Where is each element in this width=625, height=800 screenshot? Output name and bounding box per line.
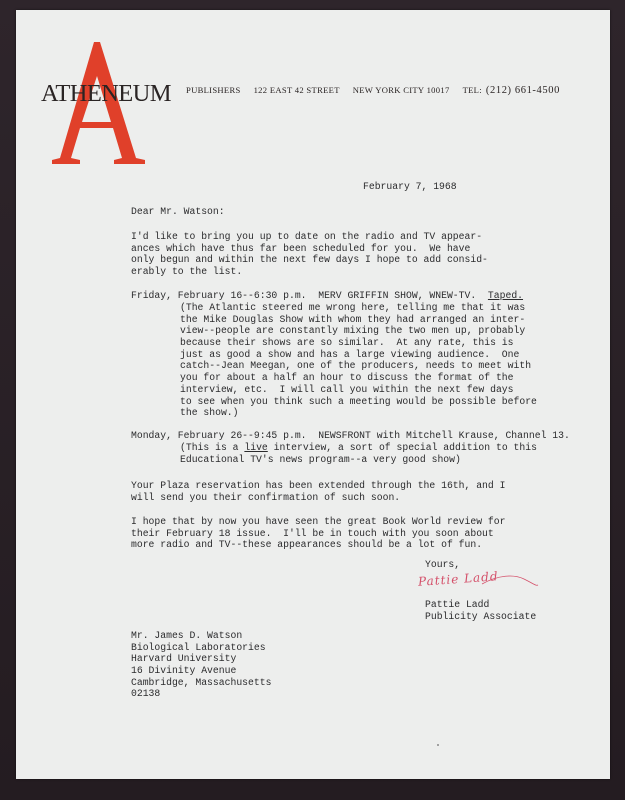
text-line bbox=[180, 442, 537, 454]
text-line: (The Atlantic steered me wrong here, telling me that it was bbox=[180, 302, 526, 313]
tel-label: TEL: bbox=[462, 85, 482, 95]
address-line: 02138 bbox=[131, 688, 161, 700]
text-line: Your Plaza reservation has been extended through the 16th, and I bbox=[131, 480, 506, 491]
live-emphasis: live bbox=[244, 442, 268, 453]
address-line: 16 Divinity Avenue bbox=[131, 665, 237, 677]
text-line: to see when you think such a meeting would be possible before bbox=[180, 395, 537, 407]
signer-title: Publicity Associate bbox=[425, 610, 537, 622]
appearance-friday-notes bbox=[180, 302, 537, 419]
reservation-paragraph bbox=[131, 480, 505, 503]
text-line: interview, etc. I will call you within the next few days bbox=[180, 383, 514, 395]
text-line: view--people are constantly mixing the two men up, probably bbox=[180, 325, 526, 337]
intro-paragraph bbox=[131, 231, 488, 278]
salutation: Dear Mr. Watson: bbox=[131, 206, 225, 217]
text-line: the show.) bbox=[180, 407, 239, 419]
appearance-monday-heading: Monday, February 26--9:45 p.m. NEWSFRONT with Mitchell Krause, Channel 13. bbox=[131, 430, 570, 441]
city-address: NEW YORK CITY 10017 bbox=[352, 85, 450, 95]
address-line: Biological Laboratories bbox=[131, 641, 266, 653]
signer-name: Pattie Ladd bbox=[425, 599, 490, 610]
text-line: erably to the list. bbox=[131, 266, 243, 278]
signer-block bbox=[425, 599, 536, 622]
text-line: I hope that by now you have seen the great Book World review for bbox=[131, 516, 506, 527]
text-line: only begun and within the next few days I hope to add consid- bbox=[131, 254, 488, 266]
appearance-heading-text: Friday, February 16--6:30 p.m. MERV GRIFFIN SHOW, WNEW-TV. bbox=[131, 290, 488, 301]
letter-date: February 7, 1968 bbox=[363, 181, 457, 192]
paper-speck bbox=[437, 744, 439, 746]
letterhead-contact bbox=[186, 84, 560, 97]
recipient-address bbox=[131, 630, 271, 700]
text-line: their February 18 issue. I'll be in touch with you soon about bbox=[131, 527, 494, 539]
text-line: because their shows are so similar. At any rate, this is bbox=[180, 337, 514, 349]
taped-emphasis: Taped. bbox=[487, 290, 524, 301]
handwritten-signature: Pattie Ladd bbox=[417, 569, 499, 589]
text-line: Educational TV's news program--a very good show) bbox=[180, 453, 461, 465]
text-line: ances which have thus far been scheduled for you. We have bbox=[131, 242, 471, 254]
signature-flourish-icon bbox=[480, 572, 540, 588]
review-paragraph bbox=[131, 516, 505, 551]
address-line: Harvard University bbox=[131, 653, 237, 665]
text-line: catch--Jean Meegan, one of the producers, needs to meet with bbox=[180, 360, 532, 372]
address-line: Mr. James D. Watson bbox=[131, 630, 243, 641]
address-line: Cambridge, Massachusetts bbox=[131, 676, 272, 688]
text-line: just as good a show and has a large viewing audience. One bbox=[180, 348, 520, 360]
text-line: more radio and TV--these appearances should be a lot of fun. bbox=[131, 539, 483, 551]
note-text: interview, a sort of special addition to this bbox=[267, 442, 537, 453]
publisher-label: PUBLISHERS bbox=[186, 85, 241, 95]
text-line: you for about a half an hour to discuss the format of the bbox=[180, 372, 514, 384]
text-line: the Mike Douglas Show with whom they had arranged an inter- bbox=[180, 313, 526, 325]
tel-number: (212) 661-4500 bbox=[485, 85, 560, 96]
appearance-monday-notes bbox=[180, 442, 537, 465]
company-name: ATHENEUM bbox=[41, 80, 171, 107]
appearance-friday-heading bbox=[131, 290, 523, 302]
text-line: will send you their confirmation of such soon. bbox=[131, 491, 401, 503]
logo-initial bbox=[20, 120, 21, 121]
closing: Yours, bbox=[425, 559, 461, 570]
text-line: I'd like to bring you up to date on the radio and TV appear- bbox=[131, 231, 483, 242]
street-address: 122 EAST 42 STREET bbox=[253, 85, 340, 95]
note-text: (This is a bbox=[180, 442, 245, 453]
